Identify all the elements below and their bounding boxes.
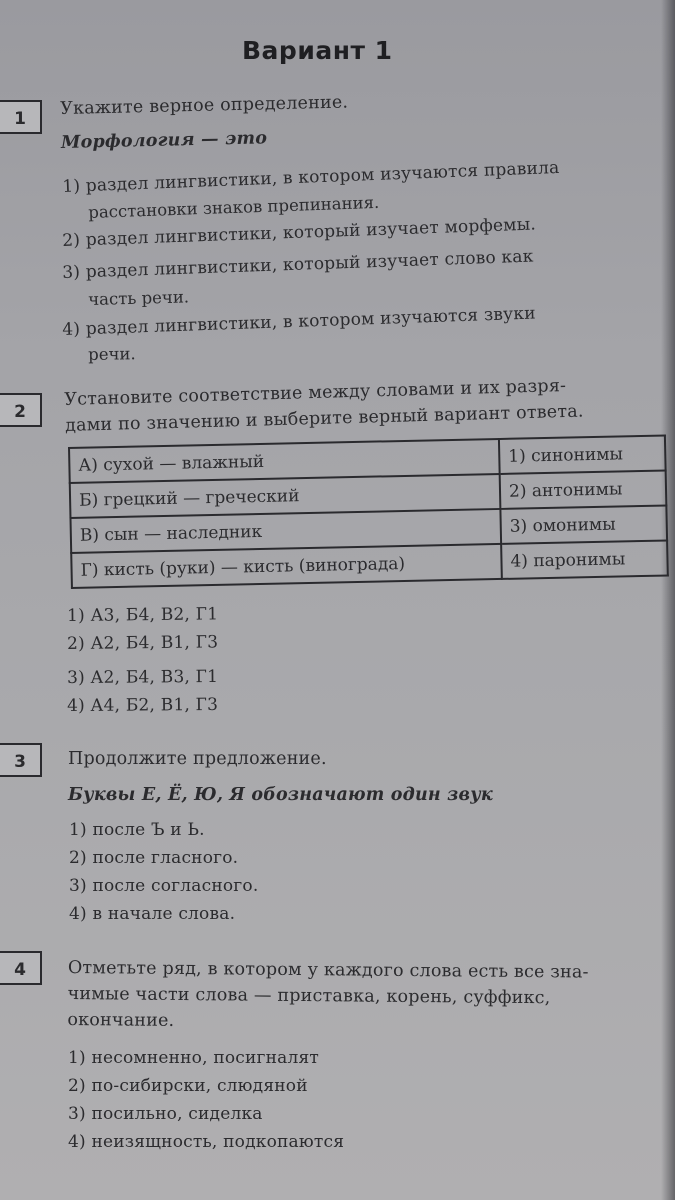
question-2-option-1: 1) А3, Б4, В2, Г1 xyxy=(67,604,219,626)
question-2-prompt-line2: дами по значению и выберите верный вариант ответа. xyxy=(64,401,584,436)
question-1-block xyxy=(60,89,349,156)
question-2-prompt-line1: Установите соответствие между словами и их разря- xyxy=(64,375,567,410)
question-1-option-3: 3) раздел лингвистики, который изучает слово как xyxy=(62,246,534,283)
question-3-option-2: 2) после гласного. xyxy=(69,848,239,868)
question-1-prompt: Укажите верное определение. xyxy=(60,92,349,119)
question-4-option-1: 1) несомненно, посигналят xyxy=(68,1048,320,1068)
table-cell-left: Б) грецкий — греческий xyxy=(70,474,501,518)
variant-title: Вариант 1 xyxy=(242,36,393,65)
question-4-prompt-line1: Отметьте ряд, в котором у каждого слова есть все зна- xyxy=(67,957,589,983)
question-2-block xyxy=(64,373,584,439)
question-number-3: 3 xyxy=(0,743,42,777)
question-1-option-4: 4) раздел лингвистики, в котором изучаются звуки xyxy=(62,303,537,340)
question-1-subject: Морфология — это xyxy=(60,128,268,153)
table-cell-left: Г) кисть (руки) — кисть (винограда) xyxy=(71,544,502,588)
question-2-option-2: 2) А2, Б4, В1, Г3 xyxy=(67,632,219,654)
table-cell-left: А) сухой — влажный xyxy=(69,439,500,483)
question-3-prompt: Продолжите предложение. xyxy=(68,749,327,769)
question-1-option-4-cont: речи. xyxy=(88,344,136,364)
question-1-option-1-cont: расстановки знаков препинания. xyxy=(88,192,380,222)
question-1-option-3-cont: часть речи. xyxy=(88,287,190,309)
table-cell-right: 4) паронимы xyxy=(501,540,668,578)
question-number-4: 4 xyxy=(0,951,42,985)
question-1-option-1: 1) раздел лингвистики, в котором изучаются правила xyxy=(62,157,560,197)
table-cell-right: 3) омонимы xyxy=(500,505,667,543)
table-cell-right: 1) синонимы xyxy=(499,435,666,473)
question-3-subject: Буквы Е, Ё, Ю, Я обозначают один звук xyxy=(68,785,493,805)
question-number-1: 1 xyxy=(0,100,42,134)
question-3-option-3: 3) после согласного. xyxy=(69,876,259,896)
question-number-2: 2 xyxy=(0,393,42,427)
question-2-option-3: 3) А2, Б4, В3, Г1 xyxy=(67,666,219,688)
table-cell-right: 2) антонимы xyxy=(500,470,667,508)
question-4-option-4: 4) неизящность, подкопаются xyxy=(68,1132,345,1152)
page-edge-shadow xyxy=(661,0,675,1200)
question-4-option-2: 2) по-сибирски, слюдяной xyxy=(68,1076,308,1096)
question-4-block xyxy=(67,955,589,1038)
question-2-option-4: 4) А4, Б2, В1, Г3 xyxy=(67,694,219,716)
table-cell-left: В) сын — наследник xyxy=(70,509,501,553)
question-1-option-2: 2) раздел лингвистики, который изучает морфемы. xyxy=(62,214,537,251)
question-4-prompt-line3: окончание. xyxy=(67,1009,175,1031)
question-4-option-3: 3) посильно, сиделка xyxy=(68,1104,263,1124)
question-4-prompt-line2: чимые части слова — приставка, корень, суффикс, xyxy=(67,983,551,1009)
matching-table xyxy=(68,434,669,588)
question-3-option-1: 1) после Ъ и Ь. xyxy=(69,820,205,840)
question-3-block xyxy=(68,746,493,808)
question-3-option-4: 4) в начале слова. xyxy=(69,904,236,924)
